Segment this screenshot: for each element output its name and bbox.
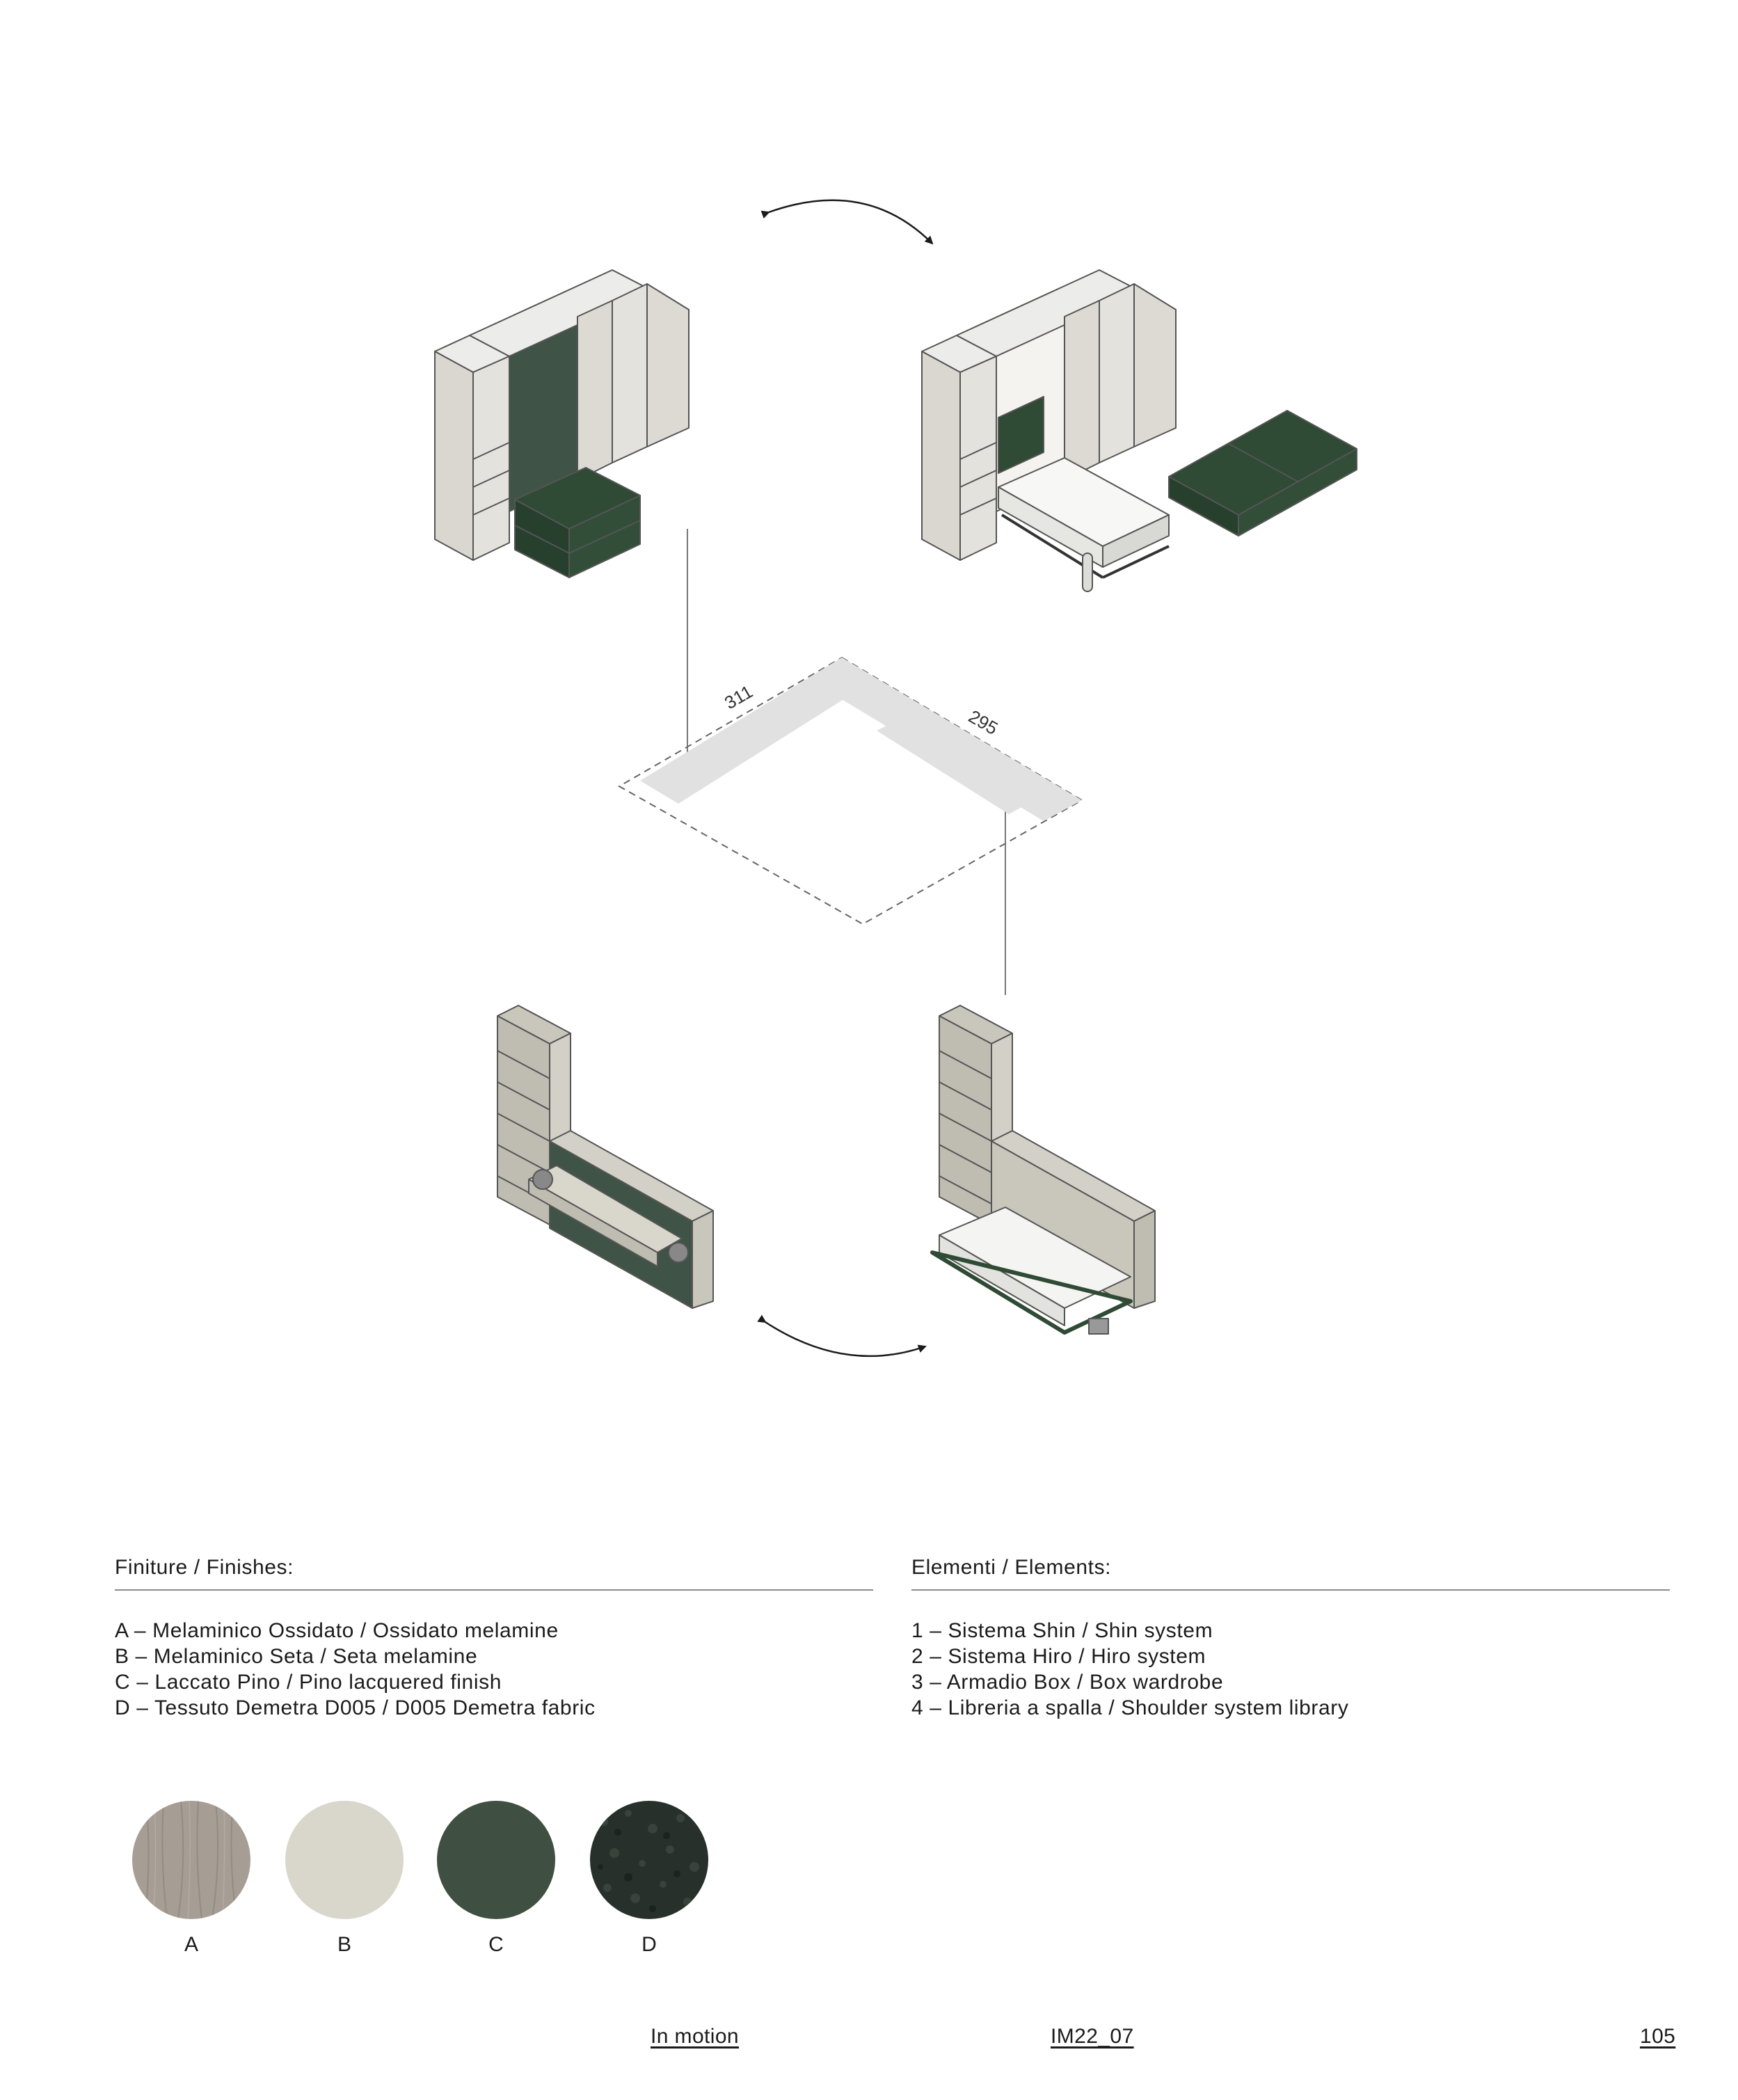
swatch-label-a: A — [184, 1933, 198, 1956]
element-item-2: 2 – Sistema Hiro / Hiro system — [911, 1645, 1206, 1668]
finish-item-d: D – Tessuto Demetra D005 / D005 Demetra fabric — [115, 1696, 596, 1719]
finishes-divider — [115, 1589, 873, 1591]
finish-item-a: A – Melaminico Ossidato / Ossidato melamine — [115, 1619, 559, 1642]
finish-item-c: C – Laccato Pino / Pino lacquered finish — [115, 1671, 502, 1694]
finishes-list — [115, 1618, 596, 1721]
elements-divider — [911, 1589, 1670, 1591]
footer-page-number[interactable]: 105 — [1640, 2025, 1676, 2048]
swatch-label-b: B — [337, 1933, 351, 1956]
rotation-arrow-top — [769, 200, 932, 244]
dimension-311: 311 — [721, 681, 756, 714]
finishes-title: Finiture / Finishes: — [115, 1556, 294, 1579]
elements-title: Elementi / Elements: — [911, 1556, 1112, 1579]
elements-list — [911, 1618, 1348, 1721]
wardrobe-open-bed-drawing — [922, 270, 1357, 591]
floor-plan — [619, 658, 1082, 924]
floor-band-bed — [877, 713, 1047, 814]
finish-item-b: B – Melaminico Seta / Seta melamine — [115, 1645, 478, 1668]
swatch-b — [285, 1801, 404, 1919]
footer-section-link[interactable]: In motion — [651, 2025, 739, 2048]
footer-code-link[interactable]: IM22_07 — [1051, 2025, 1134, 2048]
swatch-label-c: C — [488, 1933, 504, 1956]
swatch-label-d: D — [641, 1933, 657, 1956]
swatch-c — [437, 1801, 555, 1919]
bookcase-bed-closed-drawing — [497, 1005, 713, 1308]
swatch-a — [132, 1801, 250, 1919]
swatch-d — [590, 1801, 708, 1919]
wardrobe-closed-drawing — [435, 270, 689, 578]
element-item-1: 1 – Sistema Shin / Shin system — [911, 1619, 1213, 1642]
bookcase-bed-open-drawing — [932, 1005, 1155, 1334]
dimension-295: 295 — [965, 706, 1002, 739]
rotation-arrow-bottom — [765, 1322, 925, 1356]
element-item-3: 3 – Armadio Box / Box wardrobe — [911, 1671, 1224, 1694]
element-item-4: 4 – Libreria a spalla / Shoulder system library — [911, 1696, 1349, 1719]
